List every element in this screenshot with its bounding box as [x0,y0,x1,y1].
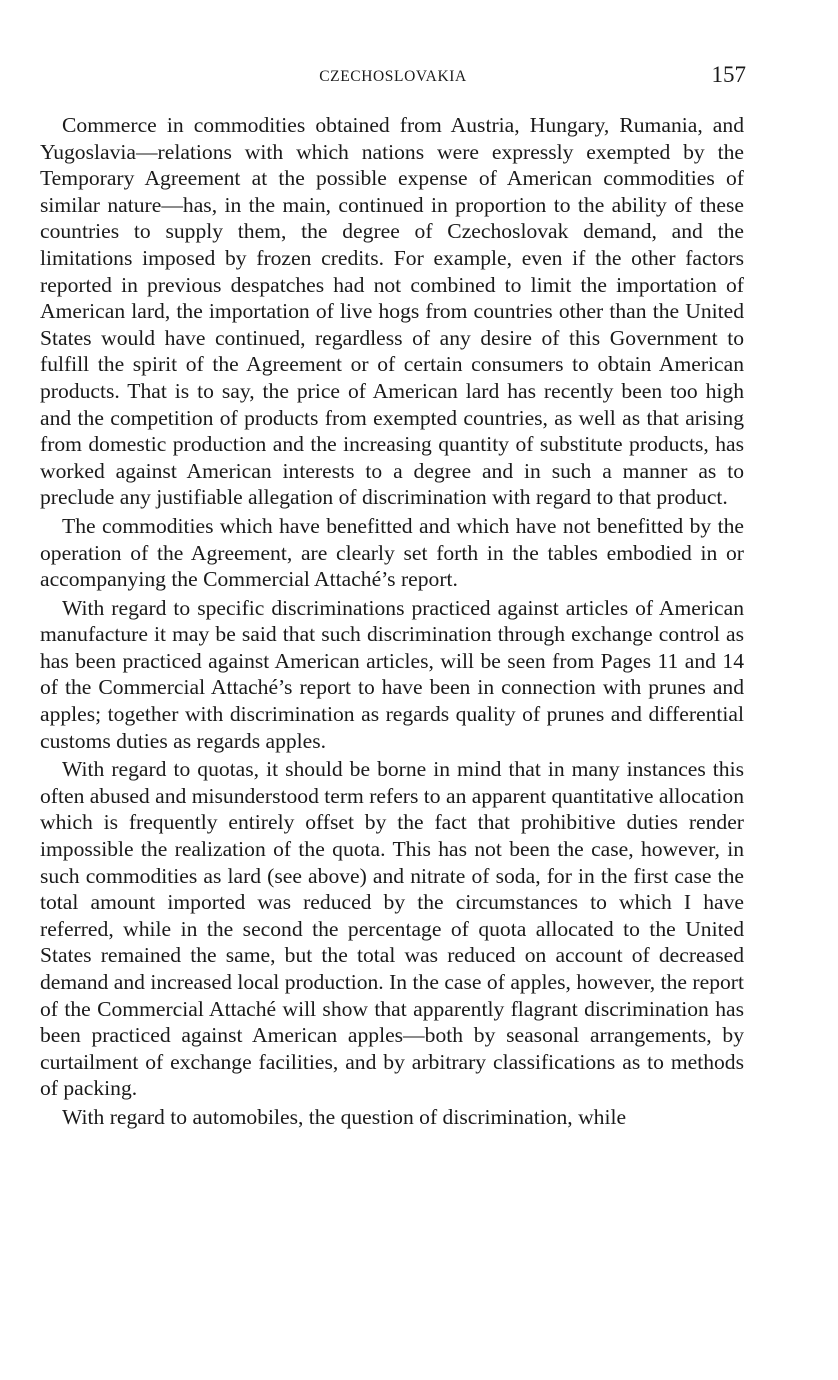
paragraph: With regard to automobiles, the question of discrimination, while [62,1104,627,1129]
paragraph: Commerce in commodities obtained from Austria, Hungary, Rumania, and Yugoslavia—relations with which nations were expressly exempted by the Temporary Agreement at the possible expense of American commodities of similar nature—has, in the main, continued in proportion to the ability of these countries to supply them, the degree of Czechoslovak demand, and the limitations imposed by frozen credits. For example, even if the other factors reported in previous despatches had not combined to limit the importation of American lard, the importation of live hogs from countries other than the United States would have continued, regardless of any desire of this Government to fulfill the spirit of the Agreement or of certain consumers to obtain American products. That is to say, the price of American lard has recently been too high and the competition of products from exempted countries, as well as that arising from domestic production and the increasing quantity of substitute products, has worked against American interests to a degree and in such a manner as to preclude any justifiable allegation of discrimination with regard to that product. [40,113,744,510]
body-text [40,112,744,1133]
running-head [40,62,746,92]
page-number: 157 [711,62,746,87]
paragraph: With regard to specific discriminations practiced against articles of American manufacture it may be said that such discrimination through exchange control as has been practiced against American articles, will be seen from Pages 11 and 14 of the Commercial Attaché’s report to have been in connection with prunes and apples; together with discrimination as regards quality of prunes and differential customs duties as regards apples. [40,595,744,753]
running-title: CZECHOSLOVAKIA [319,68,467,85]
paragraph: The commodities which have benefitted and which have not benefitted by the operation of the Agreement, are clearly set forth in the tables embodied in or accompanying the Commercial Attaché’s report. [40,513,744,592]
paragraph: With regard to quotas, it should be borne in mind that in many instances this often abused and misunderstood term refers to an apparent quantitative allocation which is frequently entirely offset by the fact that prohibitive duties render impossible the realization of the quota. This has not been the case, however, in such commodities as lard (see above) and nitrate of soda, for in the first case the total amount imported was reduced by the circumstances to which I have referred, while in the second the percentage of quota allocated to the United States remained the same, but the total was reduced on account of decreased demand and increased local production. In the case of apples, however, the report of the Commercial Attaché will show that apparently flagrant discrimination has been practiced against American apples—both by seasonal arrangements, by curtailment of exchange facilities, and by arbitrary classifications as to methods of packing. [40,757,744,1101]
